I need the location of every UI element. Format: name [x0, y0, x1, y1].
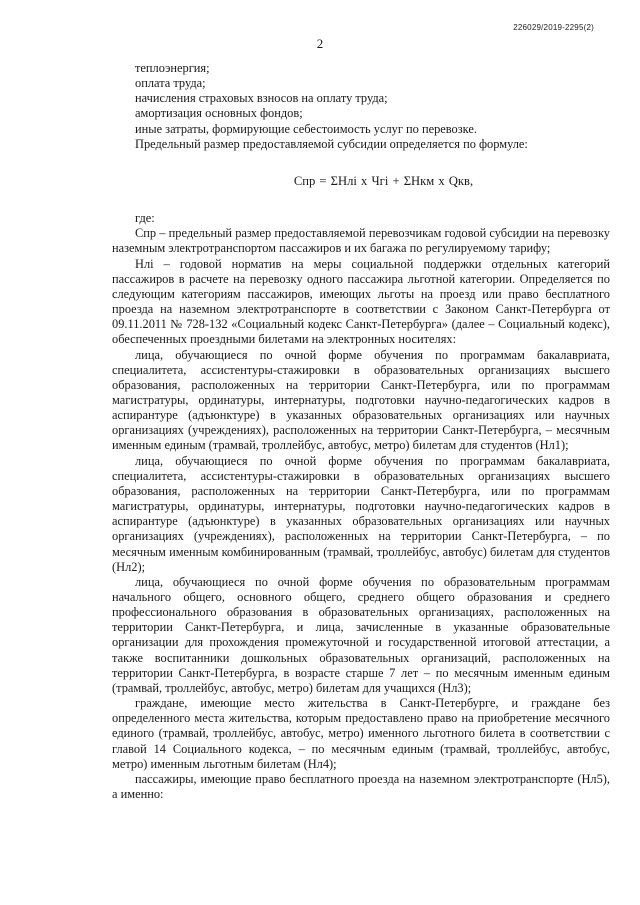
subsidy-formula: Спр = ΣНлi х Чгi + ΣНкм х Qкв, — [293, 173, 474, 188]
document-body — [112, 61, 610, 802]
list-item: оплата труда; — [135, 76, 206, 91]
document-id: 226029/2019-2295(2) — [513, 23, 594, 32]
formula-intro: Предельный размер предоставляемой субсидии определяется по формуле: — [135, 136, 528, 151]
paragraph-nl4: граждане, имеющие место жительства в Санкт-Петербурге, и граждане без определенного места жительства, которым предоставлено право на приобретение месячного единого (трамвай, троллейбус, автобус, метро) именного льготного билета в соответствии с главой 14 Социального кодекса, – по месячным единым (трамвай, троллейбус, автобус, метро) именным льготным билетам (Нл4); — [112, 696, 610, 771]
where-label: где: — [135, 211, 155, 226]
paragraph-nli: Нлi – годовой норматив на меры социальной поддержки отдельных категорий пассажиров в расчете на перевозку одного пассажира льготной категории. Определяется по следующим категориям пассажиров, имеющих льготы на проезд или право бесплатного проезда на наземном электротранспорте в соответствии с Законом Санкт-Петербурга от 09.11.2011 № 728-132 «Социальный кодекс Санкт-Петербурга» (далее – Социальный кодекс), обеспеченных проездными билетами на электронных носителях: — [112, 256, 610, 347]
paragraph-nl5: пассажиры, имеющие право бесплатного проезда на наземном электротранспорте (Нл5), а именно: — [112, 771, 610, 802]
list-item: иные затраты, формирующие себестоимость услуг по перевозке. — [135, 121, 477, 136]
paragraph-spr: Спр – предельный размер предоставляемой перевозчикам годовой субсидии на перевозку наземным электротранспортом пассажиров и их багажа по регулируемому тарифу; — [112, 226, 610, 256]
list-item: начисления страховых взносов на оплату труда; — [135, 91, 388, 106]
list-item: амортизация основных фондов; — [135, 106, 303, 121]
list-item: теплоэнергия; — [135, 61, 210, 75]
paragraph-nl2: лица, обучающиеся по очной форме обучения по программам бакалавриата, специалитета, ассистентуры-стажировки в образовательных организациях высшего образования, расположенных на территории Санкт-Петербурга, или по программам магистратуры, ординатуры, интернатуры, подготовки научно-педагогических кадров в аспирантуре (адъюнктуре) в указанных образовательных организациях или научных организациях (учреждениях), расположенных на территории Санкт-Петербурга, – по месячным именным комбинированным (трамвай, троллейбус, автобус) билетам для студентов (Нл2); — [112, 453, 610, 574]
paragraph-nl3: лица, обучающиеся по очной форме обучения по образовательным программам начального общего, основного общего, среднего общего образования и среднего профессионального образования в образовательных организациях, расположенных на территории Санкт-Петербурга, и лица, зачисленные в указанные образовательные организации для прохождения промежуточной и государственной итоговой аттестации, а также воспитанники дошкольных образовательных организаций, расположенных на территории Санкт-Петербурга, в возрасте старше 7 лет – по месячным именным единым (трамвай, троллейбус, автобус, метро) билетам для учащихся (Нл3); — [112, 574, 610, 695]
page-number: 2 — [316, 36, 324, 51]
paragraph-nl1: лица, обучающиеся по очной форме обучения по программам бакалавриата, специалитета, ассистентуры-стажировки в образовательных организациях высшего образования, расположенных на территории Санкт-Петербурга, или по программам магистратуры, ординатуры, интернатуры, подготовки научно-педагогических кадров в аспирантуре (адъюнктуре) в указанных образовательных организациях или научных организациях (учреждениях), расположенных на территории Санкт-Петербурга, – месячным именным единым (трамвай, троллейбус, автобус, метро) билетам для студентов (Нл1); — [112, 347, 610, 453]
